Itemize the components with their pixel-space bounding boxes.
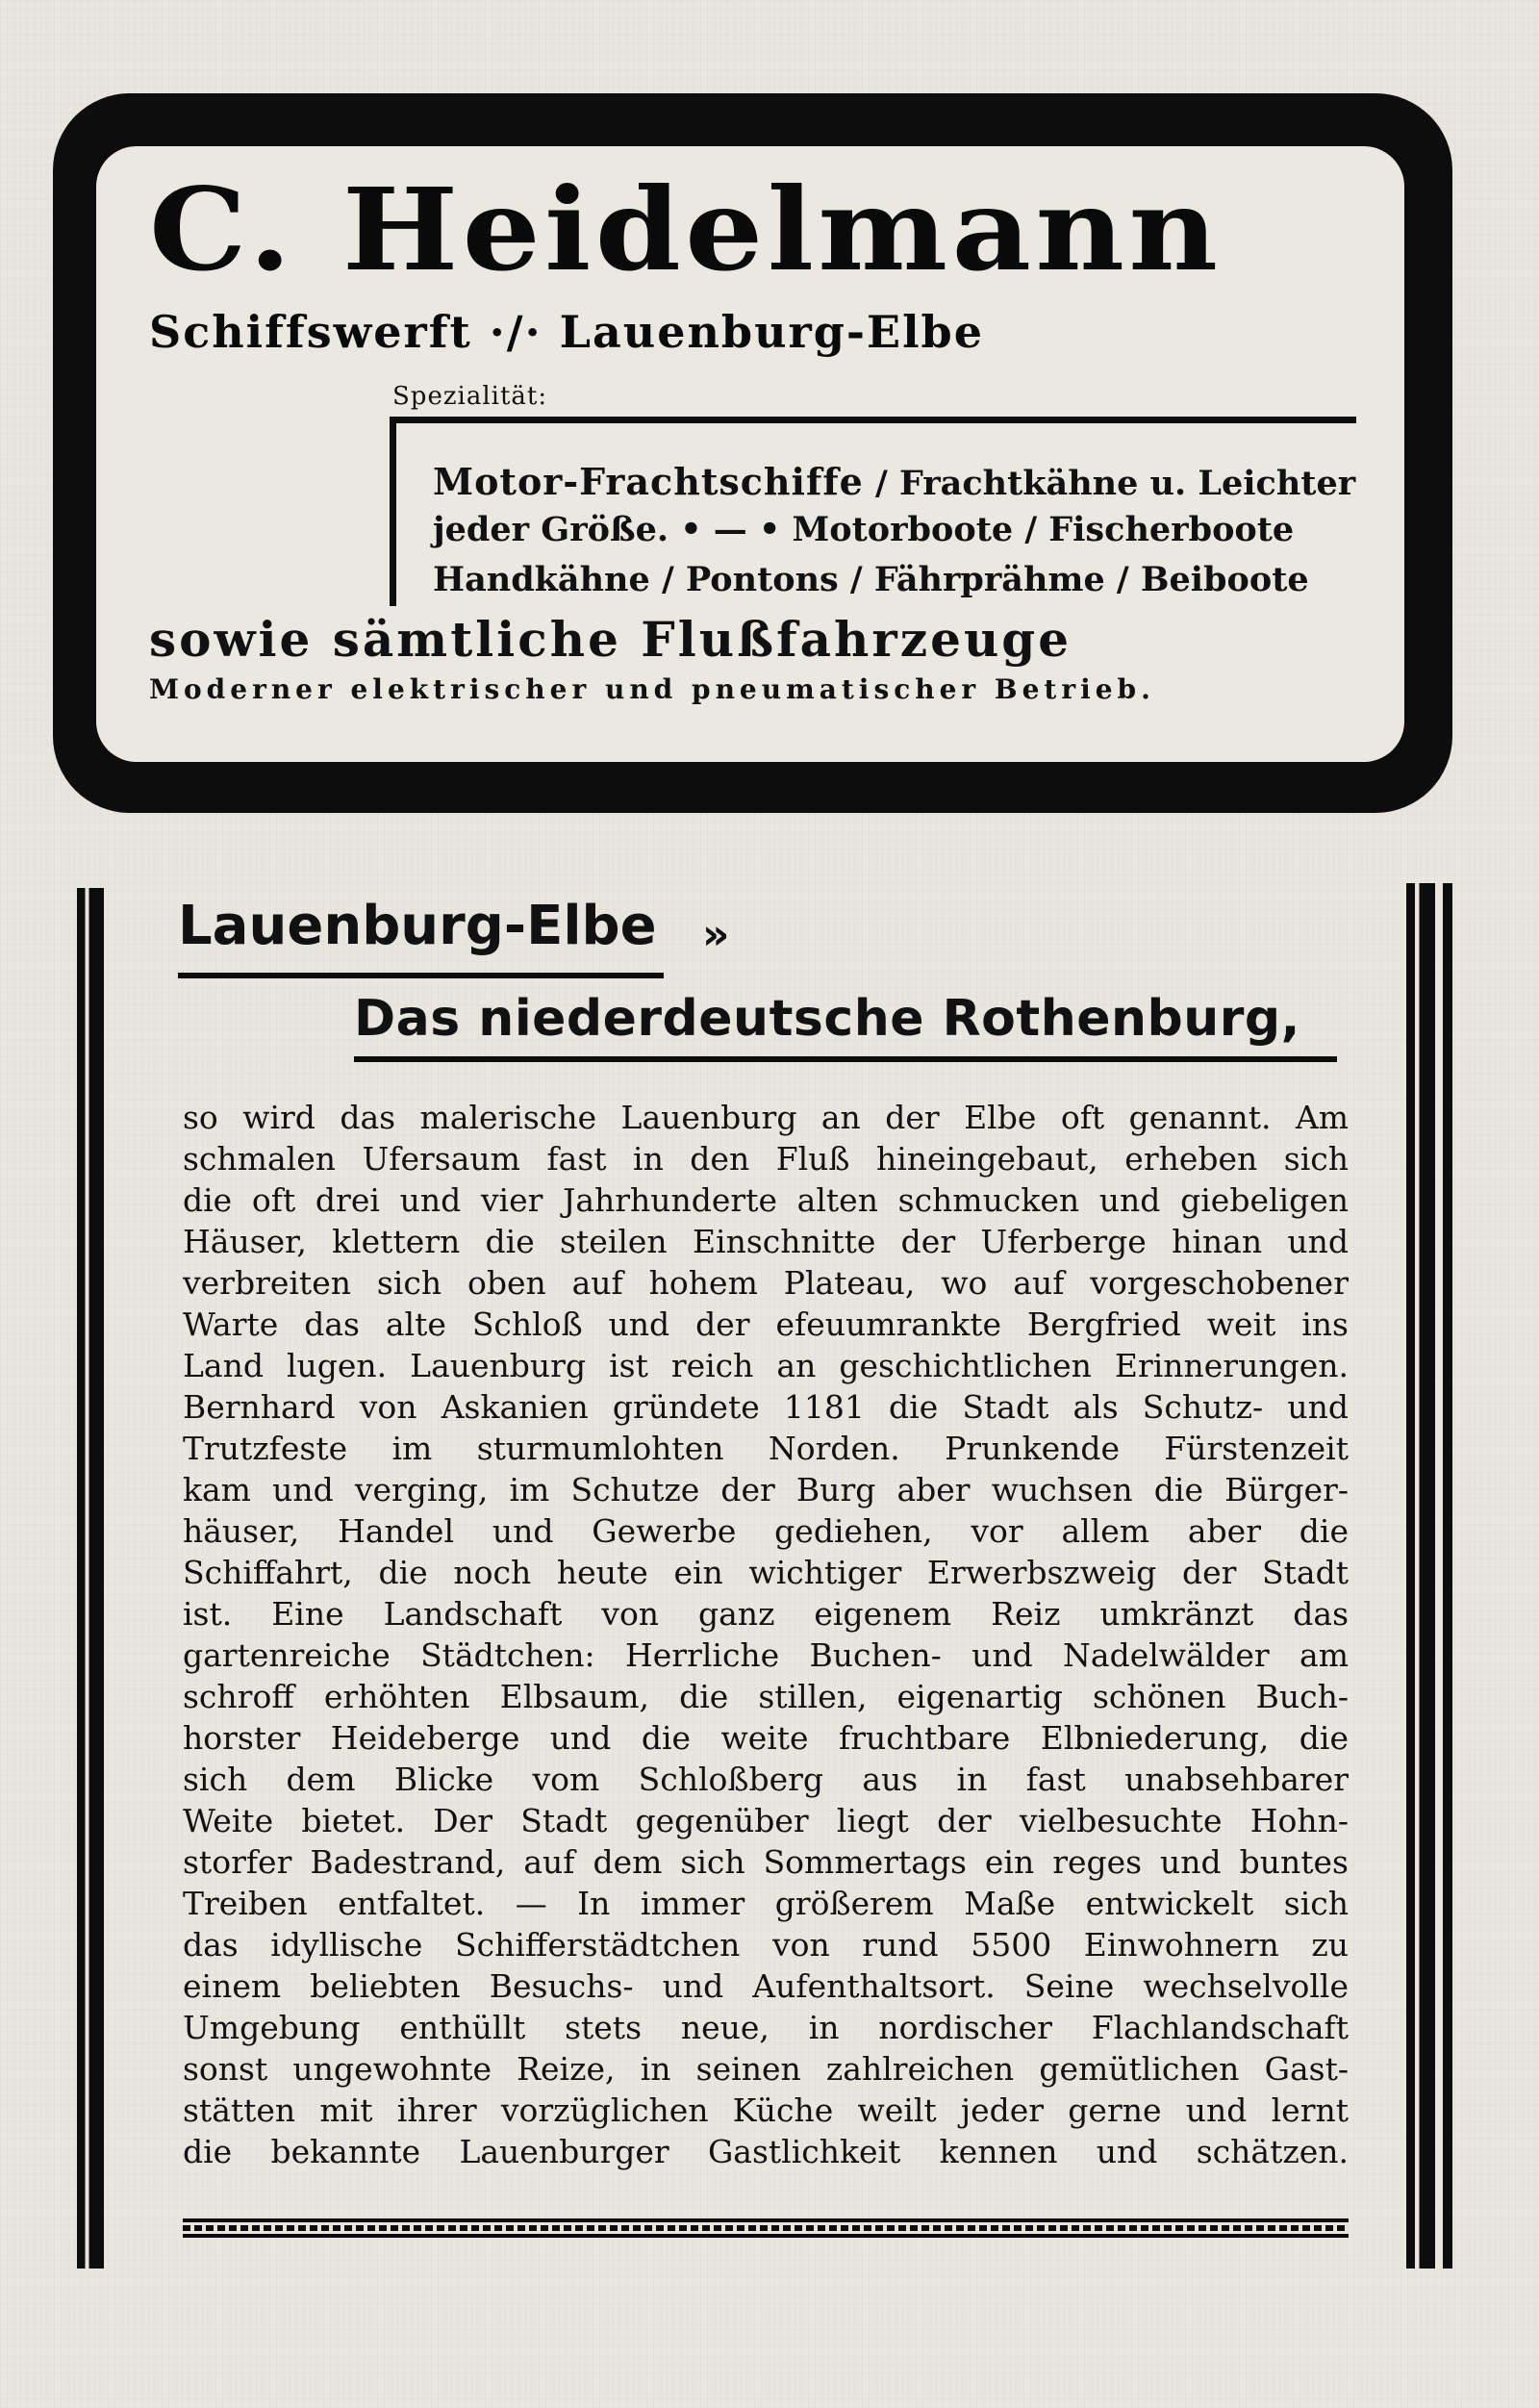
article-line: schroff erhöhten Elbsaum, die stillen, eigenartig schönen Buch- <box>183 1678 1349 1715</box>
speciality-label: Spezialität: <box>392 382 548 411</box>
article-line: Treiben entfaltet. — In immer größerem Maße entwickelt sich <box>183 1885 1349 1922</box>
company-name: C. Heidelmann <box>149 163 1223 296</box>
article-line: sich dem Blicke vom Schloßberg aus in fast unabsehbarer <box>183 1761 1349 1798</box>
subheadline-underline <box>354 1056 1337 1062</box>
ornamental-rule <box>183 2218 1349 2238</box>
headline-underline <box>178 973 664 978</box>
modern-operation-line: Moderner elektrischer und pneumatischer Betrieb. <box>149 673 1155 705</box>
river-vessels-line: sowie sämtliche Flußfahrzeuge <box>149 611 1072 668</box>
article-line: kam und verging, im Schutze der Burg aber wuchsen die Bürger- <box>183 1471 1349 1508</box>
speciality-line-1 <box>433 460 1356 503</box>
article-line: Bernhard von Askanien gründete 1181 die Stadt als Schutz- und <box>183 1388 1349 1426</box>
article-headline: Lauenburg-Elbe <box>178 895 657 957</box>
article-line: Trutzfeste im sturmumlohten Norden. Prunkende Fürstenzeit <box>183 1430 1349 1467</box>
article-line: Umgebung enthüllt stets neue, in nordischer Flachlandschaft <box>183 2009 1349 2046</box>
article-line: storfer Badestrand, auf dem sich Sommertags ein reges und buntes <box>183 1843 1349 1881</box>
article-line: stätten mit ihrer vorzüglichen Küche weilt jeder gerne und lernt <box>183 2091 1349 2129</box>
speciality-line-1-rest: / Frachtkähne u. Leichter <box>863 464 1356 503</box>
article-line: die bekannte Lauenburger Gastlichkeit kennen und schätzen. <box>183 2133 1349 2170</box>
article-subheadline: Das niederdeutsche Rothenburg, <box>354 990 1300 1048</box>
speciality-line-3: Handkähne / Pontons / Fährprähme / Beiboote <box>433 560 1309 599</box>
article-line: einem beliebten Besuchs- und Aufenthaltsort. Seine wechselvolle <box>183 1967 1349 2005</box>
headline-arrow-icon: » <box>702 910 730 959</box>
article-line: Land lugen. Lauenburg ist reich an geschichtlichen Erinnerungen. <box>183 1347 1349 1384</box>
article-line: das idyllische Schifferstädtchen von rund 5500 Einwohnern zu <box>183 1926 1349 1964</box>
article-line: gartenreiche Städtchen: Herrliche Buchen- und Nadelwälder am <box>183 1636 1349 1674</box>
speciality-line-2: jeder Größe. • — • Motorboote / Fischerboote <box>433 510 1295 549</box>
article-line: sonst ungewohnte Reize, in seinen zahlreichen gemütlichen Gast- <box>183 2050 1349 2088</box>
speciality-line-1-heavy: Motor-Frachtschiffe <box>433 460 864 503</box>
article-line: häuser, Handel und Gewerbe gediehen, vor allem aber die <box>183 1512 1349 1550</box>
article-line: Warte das alte Schloß und der efeuumrankte Bergfried weit ins <box>183 1305 1349 1343</box>
article-line: Häuser, klettern die steilen Einschnitte der Uferberge hinan und <box>183 1223 1349 1260</box>
right-border-bar-outer <box>1443 883 1452 2269</box>
article-line: horster Heideberge und die weite fruchtbare Elbniederung, die <box>183 1719 1349 1757</box>
left-border-bar <box>77 888 104 2269</box>
article-line: Weite bietet. Der Stadt gegenüber liegt der vielbesuchte Hohn- <box>183 1802 1349 1839</box>
company-subtitle: Schiffswerft ·/· Lauenburg-Elbe <box>149 306 984 358</box>
article-line: Schiffahrt, die noch heute ein wichtiger Erwerbszweig der Stadt <box>183 1554 1349 1591</box>
article-body <box>183 1097 1349 2172</box>
article-line: schmalen Ufersaum fast in den Fluß hineingebaut, erheben sich <box>183 1140 1349 1178</box>
article-line: so wird das malerische Lauenburg an der Elbe oft genannt. Am <box>183 1099 1349 1136</box>
article-line: ist. Eine Landschaft von ganz eigenem Reiz umkränzt das <box>183 1595 1349 1633</box>
article-line: die oft drei und vier Jahrhunderte alten schmucken und giebeligen <box>183 1181 1349 1219</box>
right-border-bar <box>1406 883 1435 2269</box>
article-line: verbreiten sich oben auf hohem Plateau, wo auf vorgeschobener <box>183 1264 1349 1302</box>
